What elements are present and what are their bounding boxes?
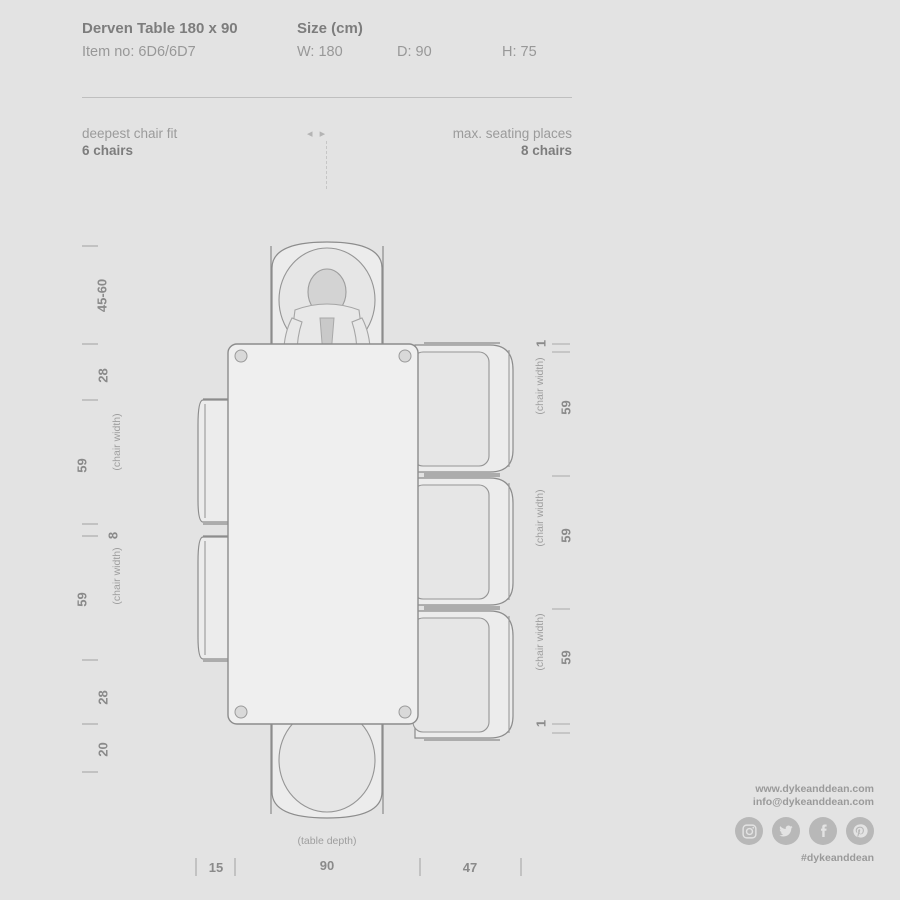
measure-right-0: 1 xyxy=(533,339,549,348)
measure-left-5: 28 xyxy=(95,690,111,705)
measure-bottom-2: 47 xyxy=(462,860,478,875)
social-links xyxy=(674,817,874,845)
twitter-icon[interactable] xyxy=(772,817,800,845)
facebook-icon[interactable] xyxy=(809,817,837,845)
measure-right-1: 59 xyxy=(558,400,574,415)
measure-right-2: 59 xyxy=(558,528,574,543)
chair-right-3 xyxy=(413,609,513,740)
table-depth-caption: (table depth) xyxy=(297,835,357,847)
deepest-chair-fit-value: 6 chairs xyxy=(82,143,134,158)
fit-arrows-icon: ◂ ▸ xyxy=(307,128,328,140)
measure-bottom-0: 15 xyxy=(208,860,224,875)
max-seating-value: 8 chairs xyxy=(520,143,572,158)
size-label: Size (cm) xyxy=(297,20,363,37)
pinterest-icon[interactable] xyxy=(846,817,874,845)
dimension-width: W: 180 xyxy=(297,44,343,60)
measure-left-0: 45-60 xyxy=(94,278,110,313)
max-seating-caption: max. seating places xyxy=(452,126,572,141)
table-top xyxy=(228,344,418,724)
page-title: Derven Table 180 x 90 xyxy=(82,20,238,37)
measure-left-4-caption: (chair width) xyxy=(111,547,123,605)
measure-left-2: 59 xyxy=(74,458,90,473)
measure-bottom-1: 90 xyxy=(319,858,335,873)
measure-right-3-caption: (chair width) xyxy=(534,613,546,671)
footer-email[interactable]: info@dykeanddean.com xyxy=(752,796,874,808)
chair-right-1 xyxy=(413,343,513,474)
chair-right-2 xyxy=(413,476,513,607)
footer-hashtag: #dykeanddean xyxy=(801,852,874,864)
footer xyxy=(674,783,874,864)
measure-left-1: 28 xyxy=(95,368,111,383)
measure-left-6: 20 xyxy=(95,742,111,757)
dimension-depth: D: 90 xyxy=(397,44,432,60)
measure-right-1-caption: (chair width) xyxy=(534,357,546,415)
measure-left-4: 59 xyxy=(74,592,90,607)
item-number: Item no: 6D6/6D7 xyxy=(82,44,196,60)
measure-right-3: 59 xyxy=(558,650,574,665)
measure-right-2-caption: (chair width) xyxy=(534,489,546,547)
dimension-height: H: 75 xyxy=(502,44,537,60)
deepest-chair-fit-caption: deepest chair fit xyxy=(82,126,178,141)
footer-website[interactable]: www.dykeanddean.com xyxy=(755,783,874,795)
measure-left-2-caption: (chair width) xyxy=(111,413,123,471)
measure-left-3: 8 xyxy=(105,531,121,540)
instagram-icon[interactable] xyxy=(735,817,763,845)
measure-right-4: 1 xyxy=(533,719,549,728)
